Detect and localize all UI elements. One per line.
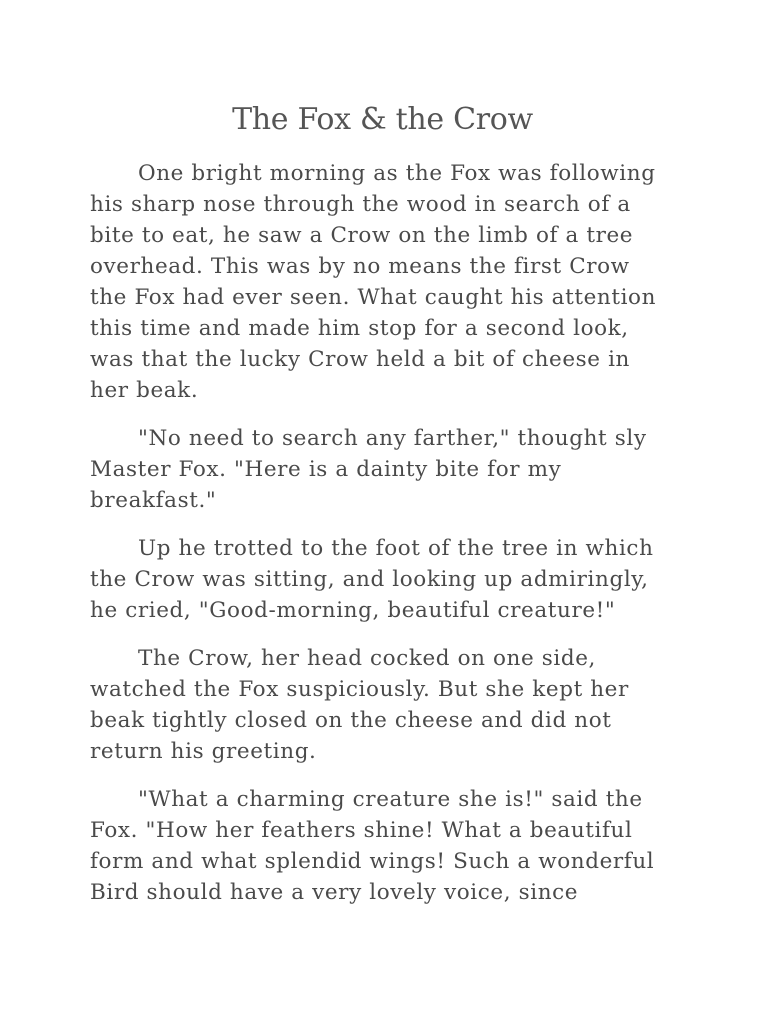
story-title: The Fox & the Crow <box>232 102 533 137</box>
paragraph-4: The Crow, her head cocked on one side, watched the Fox suspiciously. But she kept her beak tightly closed on the cheese and did not return his greeting. <box>90 646 629 764</box>
paragraph-5: "What a charming creature she is!" said the Fox. "How her feathers shine! What a beautiful form and what splendid wings! Such a wonderful Bird should have a very lovely voice, since <box>90 787 655 905</box>
story-body <box>90 158 675 908</box>
paragraph-3: Up he trotted to the foot of the tree in which the Crow was sitting, and looking up admiringly, he cried, "Good-morning, beautiful creature!" <box>90 536 654 623</box>
paragraph-1: One bright morning as the Fox was following his sharp nose through the wood in search of a bite to eat, he saw a Crow on the limb of a tree overhead. This was by no means the first Crow the Fox had ever seen. What caught his attention this time and made him stop for a second look, was that the lucky Crow held a bit of cheese in her beak. <box>90 161 657 403</box>
paragraph-2: "No need to search any farther," thought sly Master Fox. "Here is a dainty bite for my breakfast." <box>90 426 647 513</box>
document-page <box>90 0 675 925</box>
